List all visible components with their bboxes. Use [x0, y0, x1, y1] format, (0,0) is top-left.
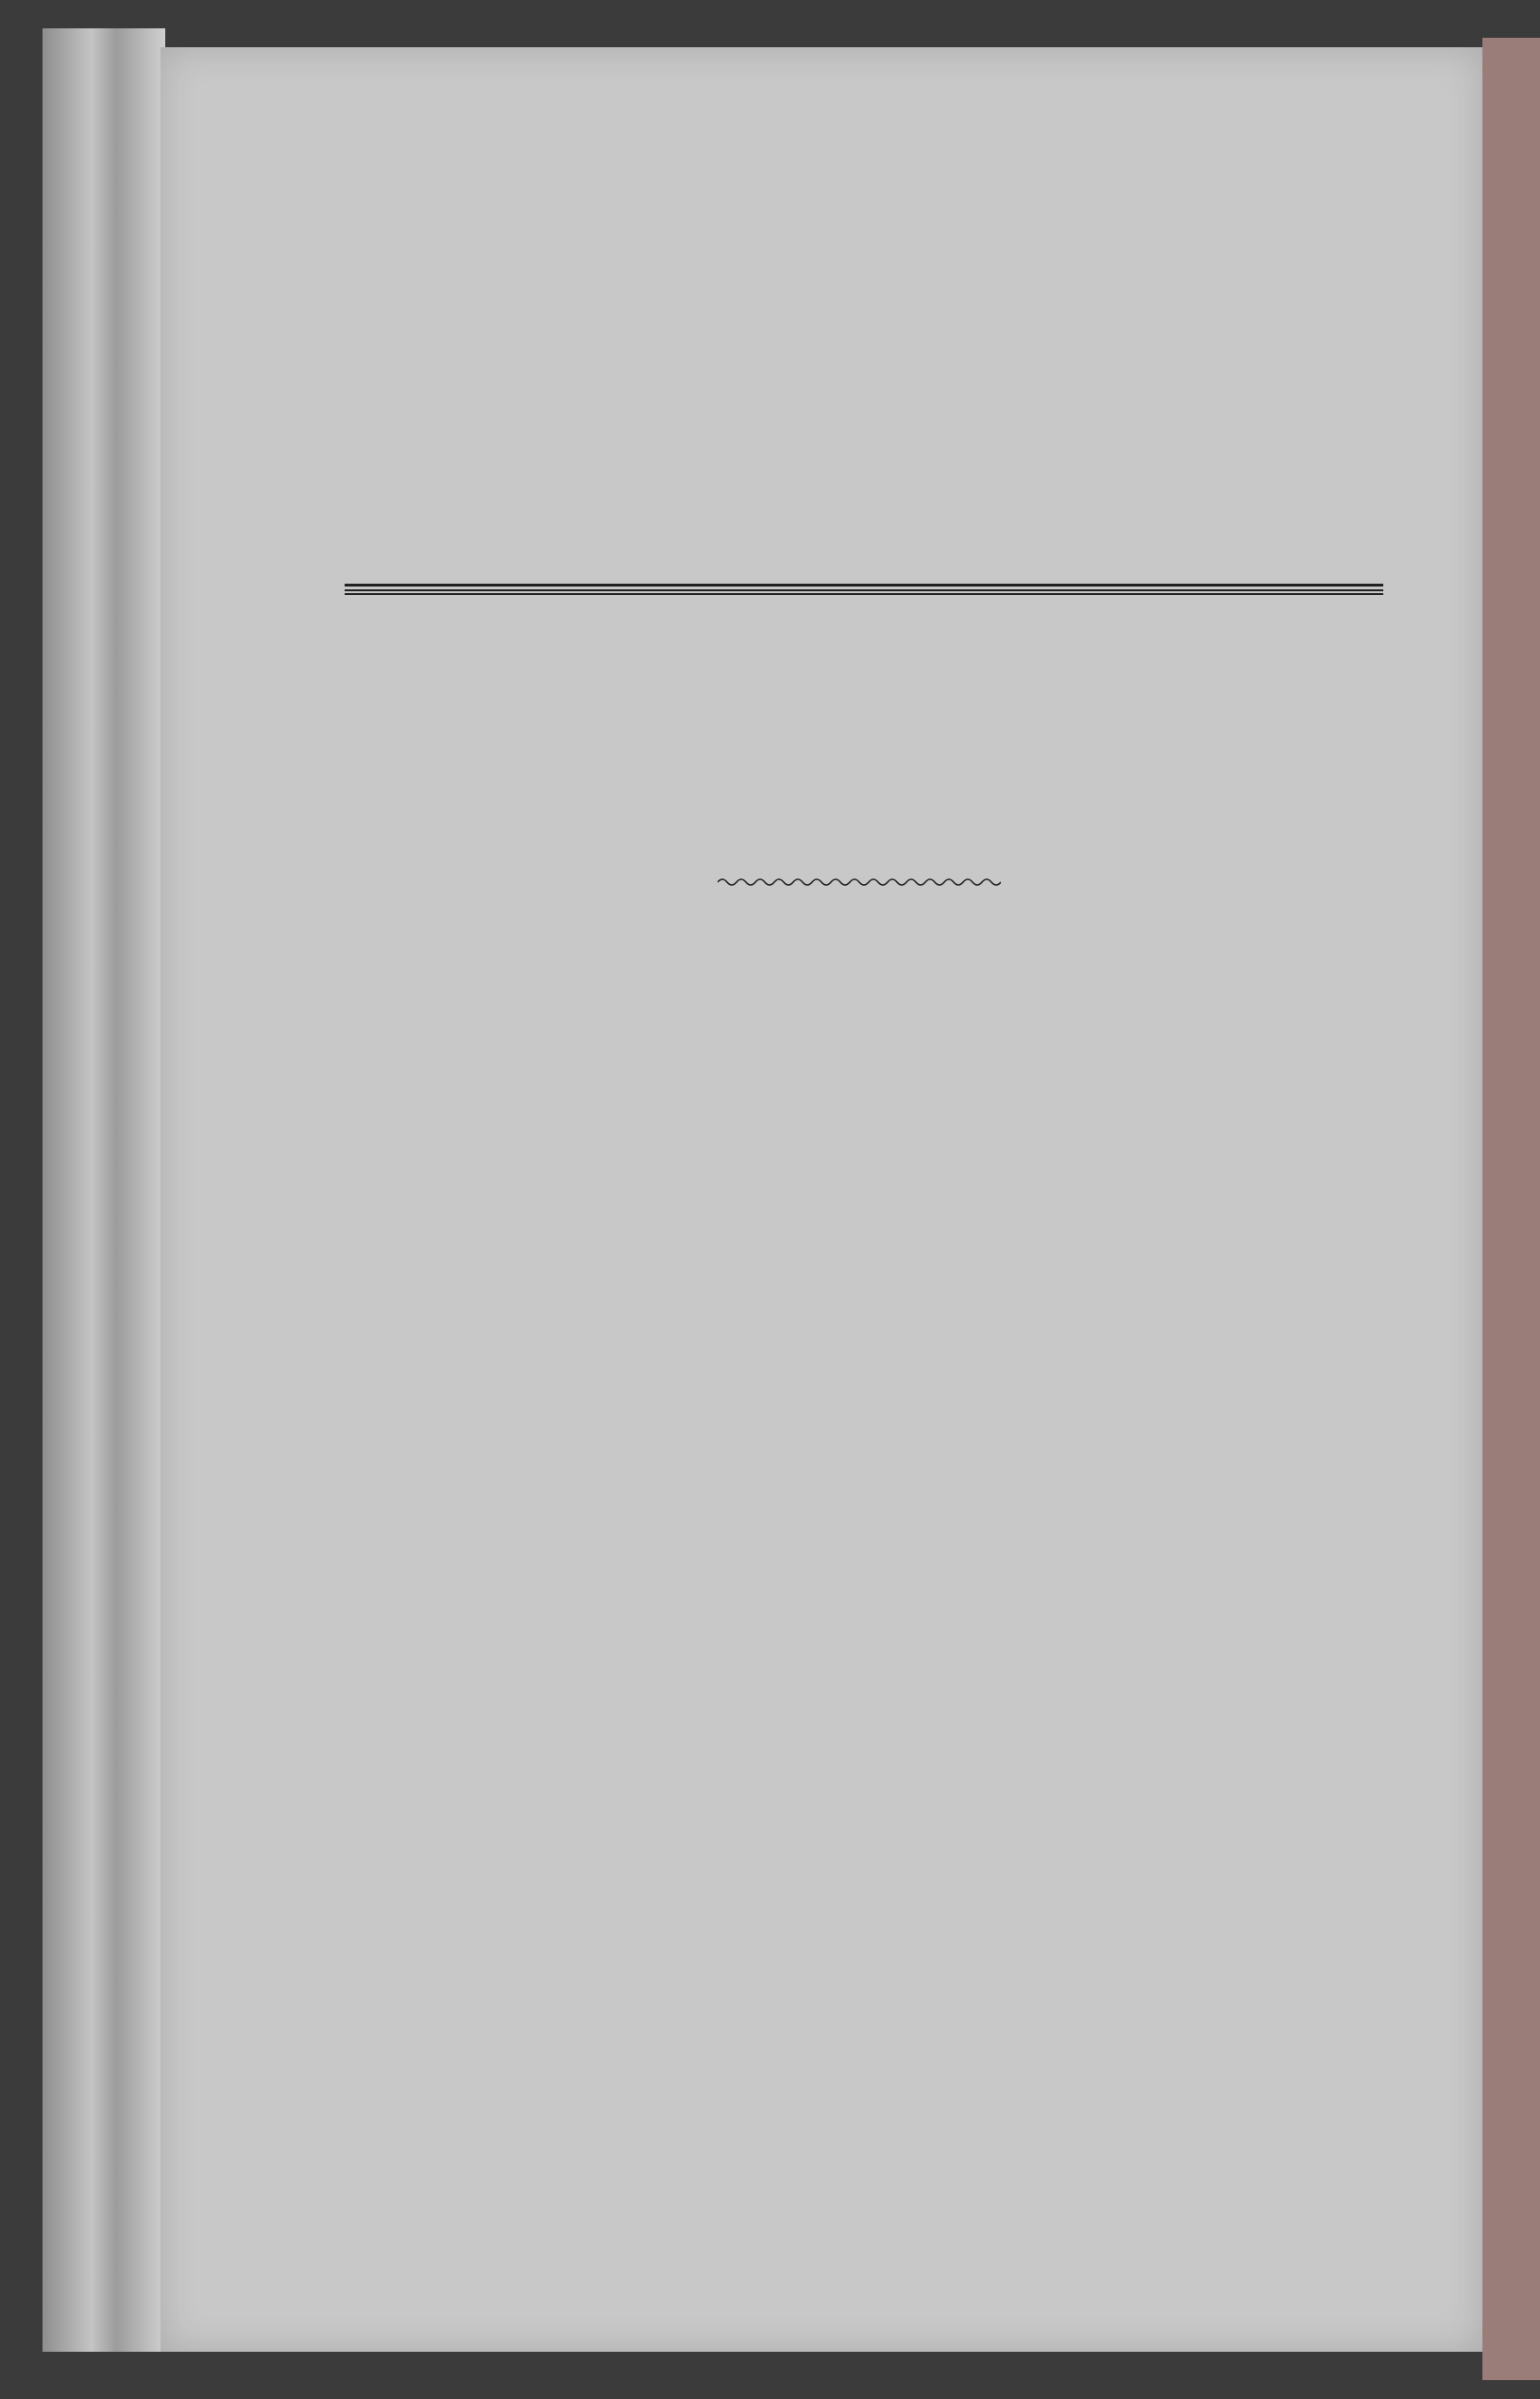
book-page	[161, 47, 1482, 2352]
decorative-rule	[718, 876, 1001, 888]
bilan-rule-bottom	[345, 589, 1383, 591]
book-cover-edge	[1482, 38, 1540, 2380]
book-edge	[42, 28, 165, 2352]
bilan-rule-bottom-2	[345, 593, 1383, 595]
bilan-rule-top	[345, 584, 1383, 587]
